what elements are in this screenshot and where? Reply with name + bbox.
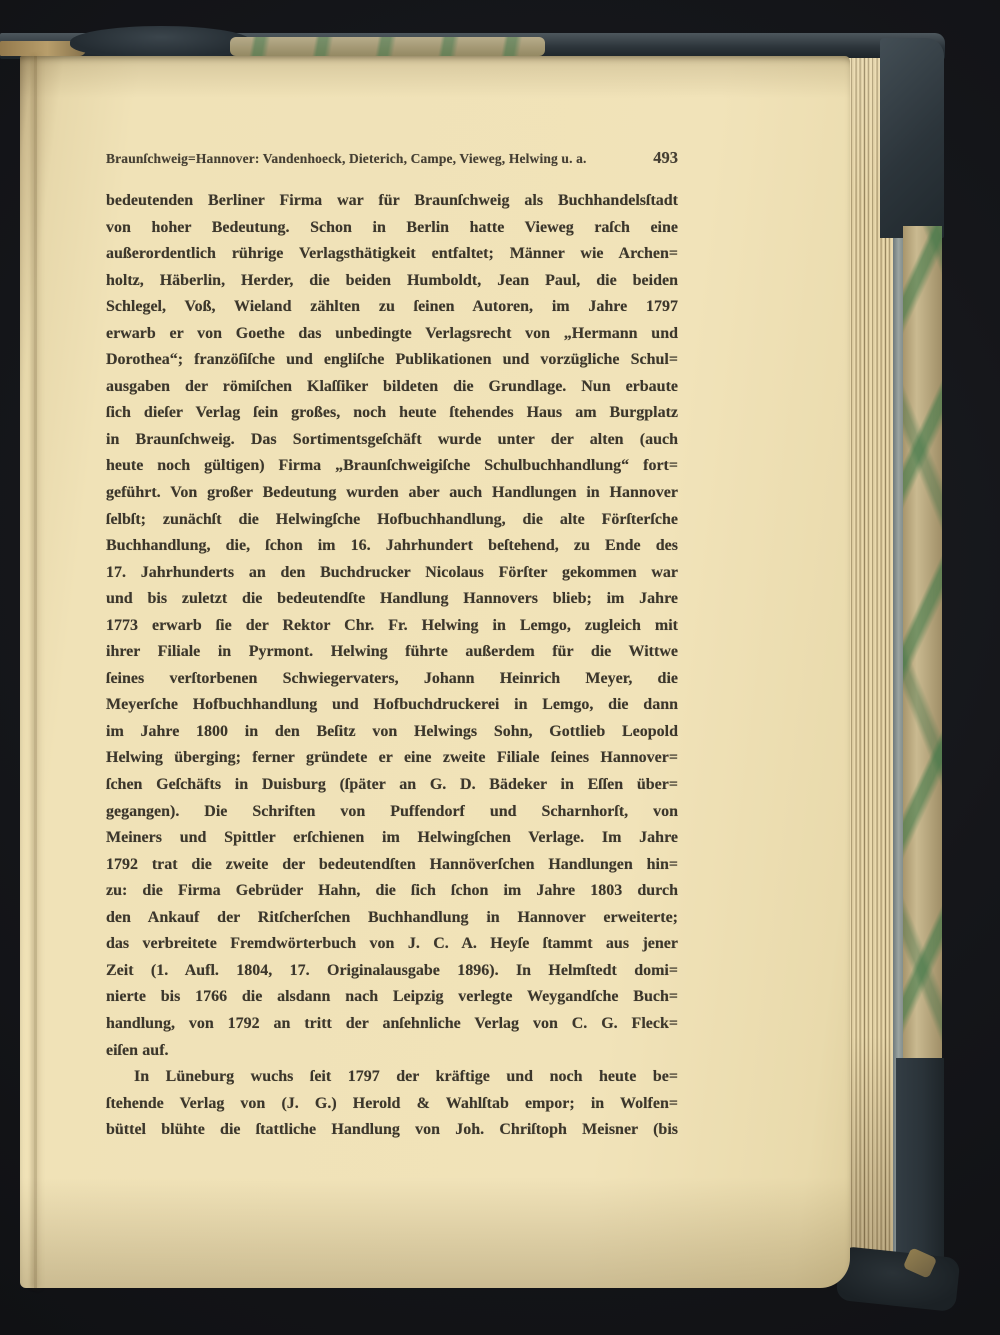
text-line: holtz, Häberlin, Herder, die beiden Humboldt, Jean Paul, die beiden — [106, 271, 678, 289]
text-line: ſtehende Verlag von (J. G.) Herold & Wahlſtab empor; in Wolfen= — [106, 1094, 678, 1112]
leather-spine-bump — [70, 26, 252, 58]
text-line: ausgaben der römiſchen Klaſſiker bildeten die Grundlage. Nun erbaute — [106, 377, 678, 395]
text-line: Schlegel, Voß, Wieland zählten zu ſeinen Autoren, im Jahre 1797 — [106, 298, 678, 316]
text-line: im Jahre 1800 in den Beſitz von Helwings Sohn, Gottlieb Leopold — [106, 722, 678, 740]
page-number: 493 — [653, 148, 678, 167]
text-line: heute noch gültigen) Firma „Braunſchweigiſche Schulbuchhandlung“ fort= — [106, 457, 678, 475]
text-line: büttel blühte die ſtattliche Handlung von Joh. Chriſtoph Meisner (bis — [106, 1121, 678, 1139]
text-line: außerordentlich rührige Verlagsthätigkeit entfaltet; Männer wie Archen= — [106, 245, 678, 263]
book-cover-right-top-corner — [880, 38, 944, 238]
running-head — [106, 148, 678, 168]
text-line: ſich dieſer Verlag ſein großes, noch heute ſtehendes Haus am Burgplatz — [106, 404, 678, 422]
body-text — [106, 188, 678, 1144]
text-line: ihrer Filiale in Pyrmont. Helwing führte außerdem für die Wittwe — [106, 643, 678, 661]
gutter-crease — [34, 56, 37, 1288]
text-line: Helwing überging; ferner gründete er eine zweite Filiale ſeines Hannover= — [106, 749, 678, 767]
text-line: handlung, von 1792 an tritt der anſehnliche Verlag von C. G. Fleck= — [106, 1014, 678, 1032]
text-line: und bis zuletzt die bedeutendſte Handlung Hannovers blieb; im Jahre — [106, 590, 678, 608]
marbled-board-right-edge — [903, 226, 942, 1066]
text-line: zu: die Firma Gebrüder Hahn, die ſich ſchon im Jahre 1803 durch — [106, 882, 678, 900]
text-line: 17. Jahrhunderts an den Buchdrucker Nicolaus Förſter gekommen war — [106, 563, 678, 581]
text-line: Zeit (1. Aufl. 1804, 17. Originalausgabe 1896). In Helmſtedt domi= — [106, 961, 678, 979]
text-line: gegangen). Die Schriften von Puffendorf und Scharnhorſt, von — [106, 802, 678, 820]
text-line: in Braunſchweig. Das Sortimentsgeſchäft wurde unter der alten (auch — [106, 430, 678, 448]
text-line: 1792 trat die zweite der bedeutendſten Hannöverſchen Handlungen hin= — [106, 855, 678, 873]
worn-bottom-corner — [836, 1246, 961, 1312]
text-line: eiſen auf. — [106, 1041, 169, 1059]
text-line: erwarb er von Goethe das unbedingte Verlagsrecht von „Hermann und — [106, 324, 678, 342]
text-line: Meyerſche Hofbuchhandlung und Hofbuchdruckerei in Lemgo, die dann — [106, 696, 678, 714]
worn-marbled-patch-top — [230, 37, 545, 56]
text-line: ſelbſt; zunächſt die Helwingſche Hofbuchhandlung, die alte Förſterſche — [106, 510, 678, 528]
text-line: geführt. Von großer Bedeutung wurden aber auch Handlungen in Hannover — [106, 484, 678, 502]
text-line: 1773 erwarb ſie der Rektor Chr. Fr. Helwing in Lemgo, zugleich mit — [106, 616, 678, 634]
text-line: Dorothea“; franzöſiſche und engliſche Publikationen und vorzügliche Schul= — [106, 351, 678, 369]
text-line: ſeines verſtorbenen Schwiegervaters, Johann Heinrich Meyer, die — [106, 669, 678, 687]
text-line: nierte bis 1766 die alsdann nach Leipzig verlegte Weygandſche Buch= — [106, 988, 678, 1006]
running-title: Braunſchweig=Hannover: Vandenhoeck, Dieterich, Campe, Vieweg, Helwing u. a. — [106, 151, 587, 166]
text-line: Meiners und Spittler erſchienen im Helwingſchen Verlage. Im Jahre — [106, 829, 678, 847]
text-line: Buchhandlung, die, ſchon im 16. Jahrhundert beſtehend, zu Ende des — [106, 537, 678, 555]
text-line: das verbreitete Fremdwörterbuch von J. C. A. Heyſe ſtammt aus jener — [106, 935, 678, 953]
text-line: von hoher Bedeutung. Schon in Berlin hatte Vieweg raſch eine — [106, 218, 678, 236]
page-stack-fore-edge — [845, 58, 893, 1280]
text-line: bedeutenden Berliner Firma war für Braunſchweig als Buchhandelsſtadt — [106, 192, 678, 209]
text-line: In Lüneburg wuchs ſeit 1797 der kräftige und noch heute be= — [134, 1068, 678, 1086]
book-page — [20, 56, 850, 1288]
text-line: ſchen Geſchäfts in Duisburg (ſpäter an G. D. Bädeker in Eſſen über= — [106, 776, 678, 794]
text-line: den Ankauf der Ritſcherſchen Buchhandlung in Hannover erweiterte; — [106, 908, 678, 926]
